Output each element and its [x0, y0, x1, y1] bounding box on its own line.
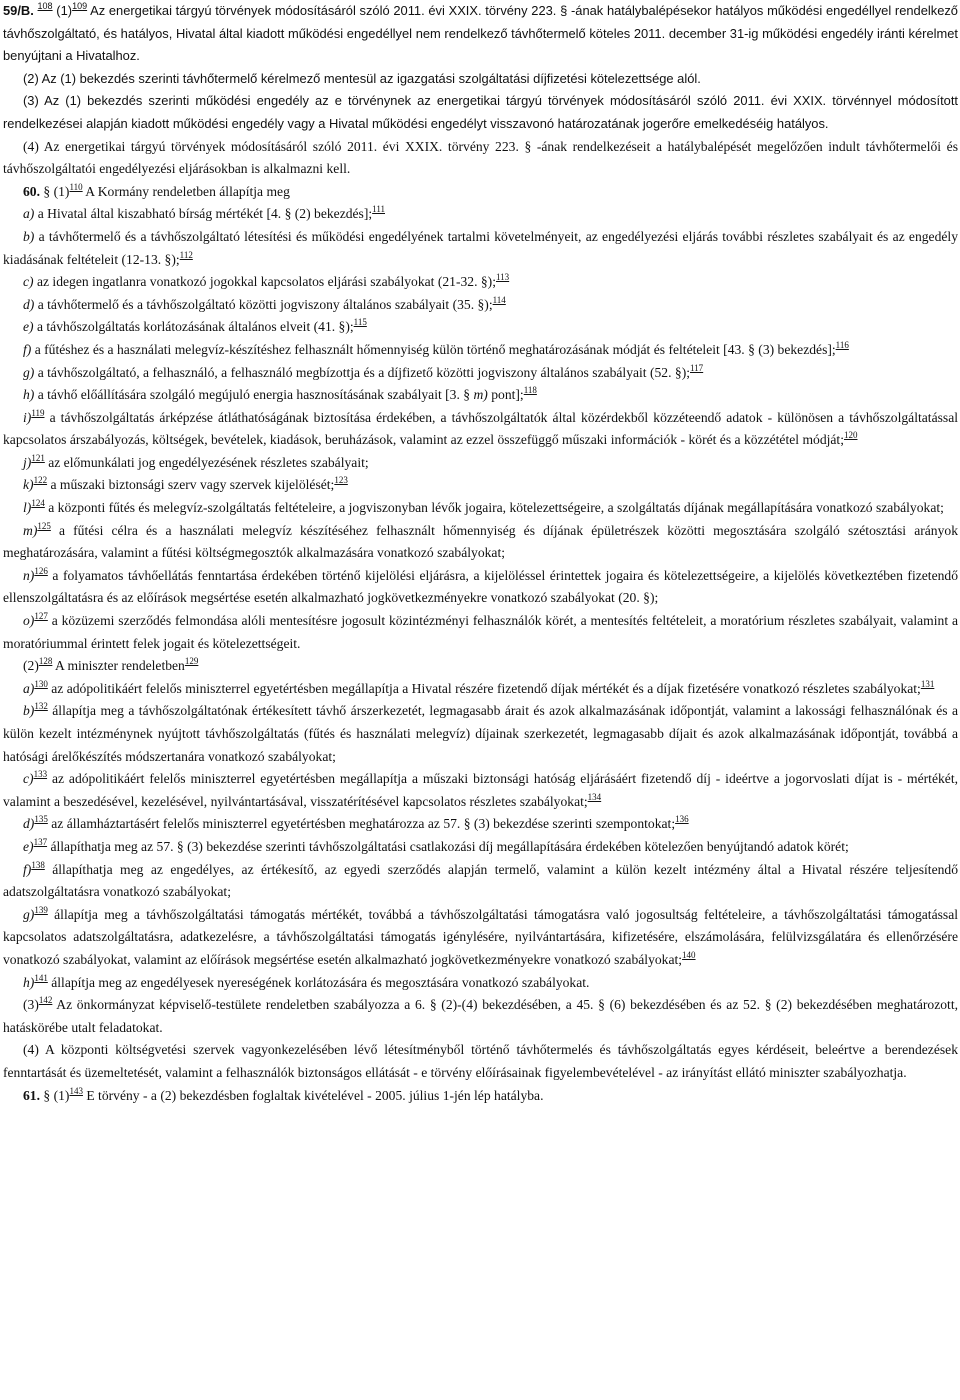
paragraph — [3, 836, 958, 859]
paragraph — [3, 655, 958, 678]
point-label: k) — [23, 477, 34, 493]
paragraph-text: (2) Az (1) bekezdés szerinti távhőtermelő kérelmező mentesül az igazgatási szolgáltatási díjfizetési kötelezettsége alól. — [23, 70, 701, 86]
paragraph-text: (3) Az (1) bekezdés szerinti működési engedély az e törvénynek az energetikai tárgyú törvények módosításáról szóló 2011. évi XXIX. törvénnyel módosított rendelkezései alapján kiadott működési engedély vagy a Hivatal működési engedélyt visszavonó határozatának jogerőre emelkedéséig hatályos. — [3, 93, 958, 131]
point-label: h) — [23, 387, 35, 403]
paragraph — [3, 384, 958, 407]
paragraph — [3, 362, 958, 385]
point-label: o) — [23, 613, 35, 629]
footnote-ref: 140 — [682, 949, 696, 960]
paragraph — [3, 68, 958, 91]
paragraph-text: A Kormány rendeletben állapítja meg — [82, 183, 290, 199]
footnote-ref: 128 — [38, 656, 53, 667]
footnote-ref: 141 — [34, 972, 48, 983]
section-number: 59/B. — [3, 3, 34, 18]
paragraph — [3, 271, 958, 294]
footnote-ref: 119 — [31, 407, 45, 418]
paragraph-text: (3) — [23, 997, 39, 1013]
footnote-ref: 110 — [69, 181, 83, 192]
paragraph-text: § (1) — [40, 183, 70, 199]
paragraph-text: a Hivatal által kiszabható bírság mértékét [4. § (2) bekezdés]; — [34, 206, 373, 222]
point-label: m) — [473, 387, 488, 403]
footnote-ref: 124 — [31, 498, 45, 509]
footnote-ref: 125 — [37, 520, 51, 531]
paragraph — [3, 678, 958, 701]
paragraph-text: állapítja meg az engedélyesek nyereségének korlátozására és megosztására vonatkozó szabályokat. — [47, 974, 590, 990]
point-label: l) — [23, 500, 32, 516]
footnote-ref: 120 — [843, 430, 858, 441]
paragraph-text: a közüzemi szerződés felmondása alóli mentesítésre jogosult közintézményi felhasználók körét, a mentesítés feltételeit, a moratórium részletes szabályait, valamint a moratóriummal érintett felek jogait és kötelezettségeit. — [3, 613, 958, 651]
point-label: j) — [23, 454, 32, 470]
paragraph — [3, 565, 958, 610]
paragraph-text: a folyamatos távhőellátás fenntartása érdekében történő kijelölési eljárásra, a kijelöléssel érintettek jogaira és kötelezettségeire, a kijelölés következtében fizetendő ellenszolgáltatásra és az előírások megsértése esetén alkalmazható jogkövetkezményekre vonatkozó szabályokat (20. §); — [3, 567, 958, 606]
footnote-ref: 131 — [920, 678, 935, 689]
paragraph — [3, 1085, 958, 1108]
paragraph-text: a távhőszolgáltatás korlátozásának általános elveit (41. §); — [33, 319, 354, 335]
paragraph-text: a távhőtermelő és a távhőszolgáltató létesítési és működési engedélyének tartalmi követelményeit, az engedélyezési eljárás további részletes szabályait és az engedély kiadásának feltételeit (12-13. §); — [3, 228, 958, 267]
point-label: a) — [23, 206, 35, 222]
footnote-ref: 121 — [31, 452, 45, 463]
footnote-ref: 116 — [835, 339, 849, 350]
paragraph-text: (1) — [52, 3, 73, 18]
point-label: b) — [23, 228, 35, 244]
point-label: c) — [23, 274, 34, 290]
point-label: f) — [23, 861, 32, 877]
point-label: h) — [23, 974, 35, 990]
paragraph — [3, 90, 958, 135]
footnote-ref: 129 — [184, 656, 199, 667]
point-label: g) — [23, 906, 35, 922]
paragraph — [3, 316, 958, 339]
paragraph-text: az adópolitikáért felelős miniszterrel egyetértésben megállapítja a Hivatal részére fizetendő díjak mértékét és a díjak fizetésére vonatkozó részletes szabályokat; — [47, 680, 921, 696]
paragraph-text: (4) A központi költségvetési szervek vagyonkezelésében lévő létesítményből történő távhőtermelés és távhőszolgáltatás egyes kérdéseit, beleértve a berendezések fenntartását és üzemeltetését, valamint a felhasználók biztonságos ellátását - e törvény előírásainak figyelembevételével - az irányítást ellátó miniszter szabályozhatja. — [3, 1042, 958, 1080]
paragraph-text: A miniszter rendeletben — [52, 658, 185, 674]
paragraph-text: a fűtési célra és a használati melegvíz készítéséhez felhasznált hőmennyiség és díjának épületrészek közötti megosztására szolgáló szétosztási arányok meghatározására, valamint a fűtési költségmegosztók alkalmazására vonatkozó szabályokat; — [3, 522, 958, 561]
point-label: b) — [23, 703, 35, 719]
paragraph — [3, 768, 958, 813]
footnote-ref: 130 — [34, 678, 48, 689]
paragraph — [3, 474, 958, 497]
footnote-ref: 118 — [523, 385, 537, 396]
paragraph — [3, 904, 958, 972]
footnote-ref: 108 — [37, 1, 53, 11]
paragraph-text: állapítja meg a távhőszolgáltatónak értékesített távhő árszerkezetét, legmagasabb árait és azok alkalmazásának időpontját, valamint a lakossági felhasználónak és a külön kezelt intézménynek nyújtott távhőszolgáltatás (fűtés és használati melegvíz) díjainak szerkezetét, legmagasabb díjait és azok alkalmazásának időpontját, továbbá a hatósági árelőkészítés módszertanára vonatkozó szabályokat; — [3, 703, 958, 764]
footnote-ref: 135 — [34, 814, 48, 825]
footnote-ref: 138 — [31, 859, 45, 870]
footnote-ref: 122 — [33, 475, 48, 486]
paragraph-text: az államháztartásért felelős miniszterrel egyetértésben meghatározza az 57. § (3) bekezdése szerinti szempontokat; — [47, 816, 676, 832]
point-label: m) — [23, 522, 38, 538]
footnote-ref: 109 — [72, 1, 88, 11]
paragraph-text: az idegen ingatlanra vonatkozó jogokkal kapcsolatos eljárási szabályokat (21-32. §); — [33, 274, 496, 290]
paragraph — [3, 136, 958, 181]
footnote-ref: 123 — [334, 475, 348, 486]
paragraph-text: a távhő előállítására szolgáló megújuló energia hasznosításának szabályait [3. § — [34, 387, 474, 403]
paragraph — [3, 994, 958, 1039]
paragraph — [3, 1039, 958, 1084]
footnote-ref: 114 — [492, 294, 506, 305]
point-label: a) — [23, 680, 35, 696]
footnote-ref: 117 — [690, 362, 704, 373]
paragraph — [3, 0, 958, 68]
paragraph-text: állapíthatja meg az 57. § (3) bekezdése szerinti távhőszolgáltatási csatlakozási díj megállapítására érdekében kötelezően benyújtandó adatok körét; — [47, 838, 849, 854]
paragraph — [3, 520, 958, 565]
point-label: e) — [23, 319, 34, 335]
point-label: d) — [23, 816, 35, 832]
paragraph-text: Az energetikai tárgyú törvények módosításáról szóló 2011. évi XXIX. törvény 223. § -ának hatálybalépésekor hatályos működési engedéllyel rendelkező távhőszolgáltató, és hatályos, Hivatal által kiadott működési engedéllyel nem rendelkező távhőtermelő köteles 2011. december 31-ig működési engedély iránti kérelmet benyújtani a Hivatalhoz. — [3, 3, 958, 64]
point-label: g) — [23, 364, 35, 380]
paragraph-text: a műszaki biztonsági szerv vagy szervek kijelölését; — [47, 477, 335, 493]
footnote-ref: 142 — [38, 995, 53, 1006]
footnote-ref: 133 — [33, 769, 48, 780]
paragraph — [3, 859, 958, 904]
paragraph — [3, 972, 958, 995]
paragraph-text: a távhőszolgáltató, a felhasználó, a felhasználó megbízottja és a díjfizető közötti jogviszony általános szabályait (52. §); — [34, 364, 691, 380]
footnote-ref: 143 — [69, 1085, 83, 1096]
paragraph-text: az adópolitikáért felelős miniszterrel egyetértésben megállapítja a műszaki biztonsági hatóság eljárásáért fizetendő díj - ideértve a jogorvoslati díjat is - mértékét, valamint a beszedésével, kezelésével, nyilvántartásával, visszatérítésével kapcsolatos részletes szabályokat; — [3, 771, 958, 809]
paragraph-text: az előmunkálati jog engedélyezésének részletes szabályait; — [44, 454, 369, 470]
paragraph — [3, 294, 958, 317]
paragraph-text: § (1) — [40, 1087, 70, 1103]
paragraph — [3, 203, 958, 226]
paragraph — [3, 610, 958, 655]
footnote-ref: 113 — [495, 272, 510, 283]
paragraph — [3, 700, 958, 768]
paragraph-text: állapíthatja meg az engedélyes, az értékesítő, az egyedi szerződés alapján termelő, valamint a külön kezelt intézmény által a Hivatal részére teljesítendő adatszolgáltatásra vonatkozó szabályokat; — [3, 861, 958, 900]
paragraph-text: E törvény - a (2) bekezdésben foglaltak kivételével - 2005. július 1-jén lép hatályba. — [82, 1087, 544, 1103]
footnote-ref: 111 — [372, 204, 385, 215]
paragraph-text: (2) — [23, 658, 39, 674]
footnote-ref: 136 — [675, 814, 689, 825]
point-label: i) — [23, 409, 32, 425]
paragraph-text: a központi fűtés és melegvíz-szolgáltatás feltételeire, a jogviszonyban lévők jogaira, kötelezettségeire, a szolgáltatás díjának megállapítására vonatkozó szabályokat; — [44, 500, 944, 516]
paragraph-text: állapítja meg a távhőszolgáltatási támogatás mértékét, továbbá a távhőszolgáltatási támogatásra való jogosultság feltételeire, a távhőszolgáltatási támogatással kapcsolatos adatszolgáltatásra, adatkezelésre, a távhőszolgáltatási támogatás igénylésére, nyilvántartására, kifizetésére, elszámolására, felülvizsgálatára és ellenőrzésére vonatkozó szabályokat, valamint az előírások megsértése esetén alkalmazható jogkövetkezményekre vonatkozó szabályokat; — [3, 906, 958, 967]
footnote-ref: 137 — [33, 836, 48, 847]
footnote-ref: 134 — [587, 791, 602, 802]
point-label: c) — [23, 771, 34, 787]
paragraph — [3, 452, 958, 475]
paragraph-text: Az önkormányzat képviselő-testülete rendeletben szabályozza a 6. § (2)-(4) bekezdésében, a 45. § (6) bekezdésében és az 52. § (2) bekezdésében meghatározott, hatáskörébe utalt feladatokat. — [3, 997, 958, 1035]
section-number: 61. — [23, 1087, 40, 1103]
footnote-ref: 112 — [179, 249, 193, 260]
footnote-ref: 139 — [34, 904, 48, 915]
paragraph — [3, 407, 958, 452]
paragraph-text: a fűtéshez és a használati melegvíz-készítéshez felhasznált hőmennyiség külön történő meghatározásának módját és feltételeit [43. § (3) bekezdés]; — [31, 341, 836, 357]
point-label: d) — [23, 296, 35, 312]
footnote-ref: 126 — [34, 565, 48, 576]
footnote-ref: 132 — [34, 701, 48, 712]
paragraph-text: a távhőszolgáltatás árképzése átláthatóságának biztosítása érdekében, a távhőszolgáltatók által közérdekből közzéteendő adatok - különösen a távhőszolgáltatással kapcsolatos árszabályozás, költségek, bevételek, kiadások, beruházások, valamint az ezzel összefüggő műszaki információk - körét és a közzététel módját; — [3, 409, 958, 448]
paragraph — [3, 226, 958, 271]
point-label: f) — [23, 341, 32, 357]
paragraph — [3, 181, 958, 204]
paragraph-text: pont]; — [487, 387, 524, 403]
paragraph — [3, 497, 958, 520]
paragraph — [3, 813, 958, 836]
paragraph-text: a távhőtermelő és a távhőszolgáltató közötti jogviszony általános szabályait (35. §); — [34, 296, 493, 312]
footnote-ref: 127 — [34, 611, 48, 622]
point-label: n) — [23, 567, 35, 583]
paragraph-text: (4) Az energetikai tárgyú törvények módosításáról szóló 2011. évi XXIX. törvény 223. § -ának rendelkezéseit a hatálybalépését megelőzően indult távhőtermelői és távhőszolgáltatói engedélyezési eljárásokban is alkalmazni kell. — [3, 138, 958, 177]
section-number: 60. — [23, 183, 40, 199]
point-label: e) — [23, 838, 34, 854]
footnote-ref: 115 — [353, 317, 367, 328]
paragraph — [3, 339, 958, 362]
document-page — [3, 0, 958, 1107]
